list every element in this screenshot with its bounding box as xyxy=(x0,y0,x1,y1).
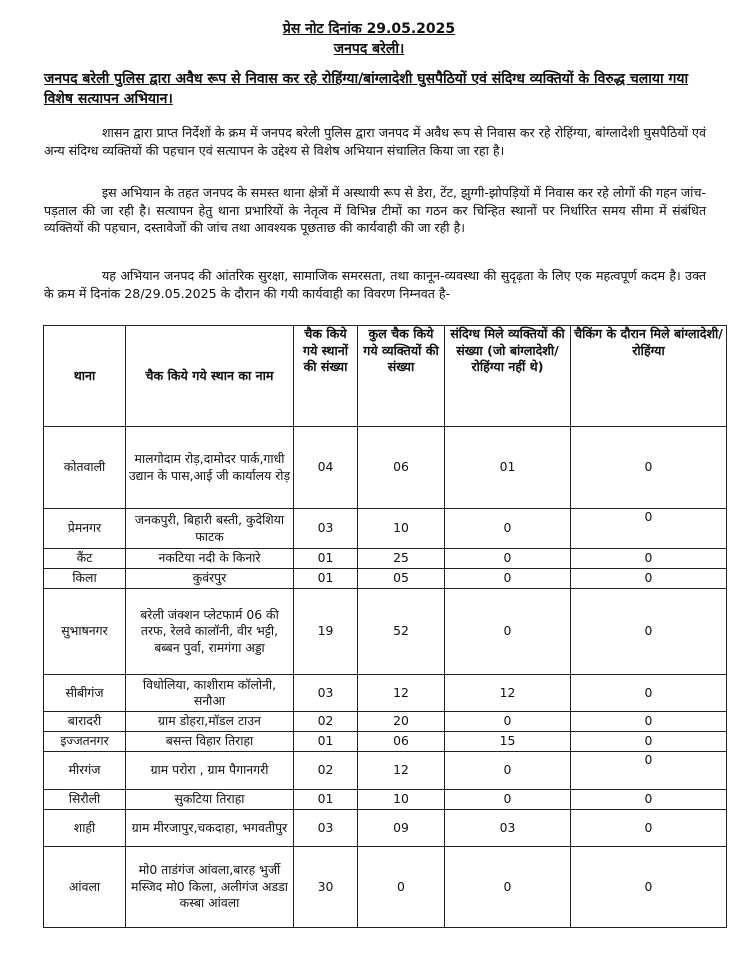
cell-places: ग्राम डोहरा,मॉडल टाउन xyxy=(126,712,294,732)
cell-found: 0 xyxy=(571,569,727,589)
cell-found: 0 xyxy=(571,810,727,847)
cell-places-count: 04 xyxy=(294,427,358,509)
press-note-title: प्रेस नोट दिनांक 29.05.2025 xyxy=(282,21,456,37)
cell-places: बसन्त विहार तिराहा xyxy=(126,732,294,752)
cell-found: 0 xyxy=(571,847,727,928)
cell-persons: 05 xyxy=(358,569,445,589)
cell-places: विधोलिया, काशीराम कॉलोनी, सनौआ xyxy=(126,675,294,712)
cell-thana: मीरगंज xyxy=(44,752,126,790)
cell-places-count: 01 xyxy=(294,569,358,589)
table-row xyxy=(44,589,727,675)
cell-found: 0 xyxy=(571,752,727,790)
cell-thana: आंवला xyxy=(44,847,126,928)
cell-found: 0 xyxy=(571,712,727,732)
table-row xyxy=(44,675,727,712)
cell-found: 0 xyxy=(571,732,727,752)
cell-thana: सिरौली xyxy=(44,790,126,810)
cell-places-count: 19 xyxy=(294,589,358,675)
header-places-count: चैक किये गये स्थानों की संख्या xyxy=(294,326,358,427)
cell-places: जनकपुरी, बिहारी बस्ती, कुदेशिया फाटक xyxy=(126,509,294,549)
cell-places-count: 30 xyxy=(294,847,358,928)
cell-places-count: 03 xyxy=(294,810,358,847)
cell-persons: 12 xyxy=(358,752,445,790)
table-row xyxy=(44,790,727,810)
cell-places: कुवंरपुर xyxy=(126,569,294,589)
table-body xyxy=(44,427,727,928)
cell-persons: 09 xyxy=(358,810,445,847)
cell-places-count: 01 xyxy=(294,732,358,752)
cell-found: 0 xyxy=(571,675,727,712)
cell-thana: इज्जतनगर xyxy=(44,732,126,752)
table-row xyxy=(44,847,727,928)
paragraph-3: यह अभियान जनपद की आंतरिक सुरक्षा, सामाजिक समरसता, तथा कानून-व्यवस्था की सुदृढ़ता के लिए एक महत्वपूर्ण कदम है। उक्त के क्रम में दिनांक 28/29.05.2025 के दौरान की गयी कार्यवाही का विवरण निम्नवत है- xyxy=(44,268,706,301)
cell-persons: 06 xyxy=(358,732,445,752)
table-row xyxy=(44,712,727,732)
cell-found: 0 xyxy=(571,509,727,549)
header-suspicious: संदिग्ध मिले व्यक्तियों की संख्या (जो बांग्लादेशी/रोहिंग्या नहीं थे) xyxy=(445,326,571,427)
cell-persons: 25 xyxy=(358,549,445,569)
cell-suspicious: 0 xyxy=(445,549,571,569)
subject-heading: जनपद बरेली पुलिस द्वारा अवैध रूप से निवास कर रहे रोहिंग्या/बांग्लादेशी घुसपैठियों एवं संदिग्ध व्यक्तियों के विरुद्ध चलाया गया विशेष सत्यापन अभियान। xyxy=(44,71,689,107)
table-row xyxy=(44,752,727,790)
cell-persons: 20 xyxy=(358,712,445,732)
paragraph-2: इस अभियान के तहत जनपद के समस्त थाना क्षेत्रों में अस्थायी रूप से डेरा, टेंट, झुग्गी-झोपड़ियों में निवास कर रहे लोगों की गहन जांच-पड़ताल की जा रही है। सत्यापन हेतु थाना प्रभारियों के नेतृत्व में विभिन्न टीमों का गठन कर चिन्हित स्थानों पर निर्धारित समय सीमा में संबंधित व्यक्तियों की पहचान, दस्तावेजों की जांच तथा आवश्यक पूछताछ की कार्यवाही की जा रही है। xyxy=(44,185,706,235)
cell-places-count: 01 xyxy=(294,790,358,810)
cell-places-count: 03 xyxy=(294,509,358,549)
cell-persons: 10 xyxy=(358,790,445,810)
cell-found: 0 xyxy=(571,427,727,509)
cell-thana: कोतवाली xyxy=(44,427,126,509)
header-places: चैक किये गये स्थान का नाम xyxy=(126,326,294,427)
cell-places-count: 02 xyxy=(294,752,358,790)
cell-persons: 0 xyxy=(358,847,445,928)
cell-thana: सुभाषनगर xyxy=(44,589,126,675)
header-thana: थाना xyxy=(44,326,126,427)
table-header-row xyxy=(44,326,727,427)
district-heading: जनपद बरेली। xyxy=(333,41,405,57)
table-row xyxy=(44,427,727,509)
table-row xyxy=(44,549,727,569)
cell-suspicious: 01 xyxy=(445,427,571,509)
cell-places: ग्राम मीरजापुर,चकदाहा, भगवतीपुर xyxy=(126,810,294,847)
cell-suspicious: 12 xyxy=(445,675,571,712)
cell-persons: 06 xyxy=(358,427,445,509)
cell-suspicious: 0 xyxy=(445,509,571,549)
cell-suspicious: 0 xyxy=(445,712,571,732)
cell-thana: प्रेमनगर xyxy=(44,509,126,549)
cell-found: 0 xyxy=(571,790,727,810)
verification-table xyxy=(43,325,727,928)
cell-persons: 12 xyxy=(358,675,445,712)
cell-places: ग्राम परोरा , ग्राम पैगानगरी xyxy=(126,752,294,790)
cell-thana: किला xyxy=(44,569,126,589)
cell-suspicious: 0 xyxy=(445,569,571,589)
table-row xyxy=(44,569,727,589)
paragraph-1: शासन द्वारा प्राप्त निर्देशों के क्रम में जनपद बरेली पुलिस द्वारा जनपद में अवैध रूप से निवास कर रहे रोहिंग्या, बांग्लादेशी घुसपैठियों एवं अन्य संदिग्ध व्यक्तियों की पहचान एवं सत्यापन के उद्देश्य से विशेष अभियान संचालित किया जा रहा है। xyxy=(44,125,706,158)
cell-places: मालगोदाम रोड़,दामोदर पार्क,गाधी उद्यान के पास,आई जी कार्यालय रोड़ xyxy=(126,427,294,509)
cell-places-count: 01 xyxy=(294,549,358,569)
table-row xyxy=(44,732,727,752)
cell-persons: 52 xyxy=(358,589,445,675)
cell-found: 0 xyxy=(571,589,727,675)
cell-suspicious: 15 xyxy=(445,732,571,752)
cell-places: नकटिया नदी के किनारे xyxy=(126,549,294,569)
cell-thana: बारादरी xyxy=(44,712,126,732)
cell-places: सुकटिया तिराहा xyxy=(126,790,294,810)
cell-suspicious: 0 xyxy=(445,847,571,928)
cell-found: 0 xyxy=(571,549,727,569)
header-found: चैकिंग के दौरान मिले बांग्लादेशी/रोहिंग्या xyxy=(571,326,727,427)
cell-suspicious: 0 xyxy=(445,790,571,810)
cell-suspicious: 0 xyxy=(445,589,571,675)
cell-places: मो0 ताडंगंज आंवला,बारह भुर्जी मस्जिद मो0 किला, अलीगंज अडडा कस्बा आंवला xyxy=(126,847,294,928)
cell-suspicious: 0 xyxy=(445,752,571,790)
cell-thana: कैंट xyxy=(44,549,126,569)
header-persons: कुल चैक किये गये व्यक्तियों की संख्या xyxy=(358,326,445,427)
table-row xyxy=(44,810,727,847)
cell-thana: सीबीगंज xyxy=(44,675,126,712)
cell-thana: शाही xyxy=(44,810,126,847)
cell-places-count: 02 xyxy=(294,712,358,732)
cell-places: बरेली जंक्शन प्लेटफार्म 06 की तरफ, रेलवे कालॉनी, वीर भट्टी, बब्बन पुर्वा, रामगंगा अड्डा xyxy=(126,589,294,675)
cell-suspicious: 03 xyxy=(445,810,571,847)
table-row xyxy=(44,509,727,549)
cell-persons: 10 xyxy=(358,509,445,549)
cell-places-count: 03 xyxy=(294,675,358,712)
